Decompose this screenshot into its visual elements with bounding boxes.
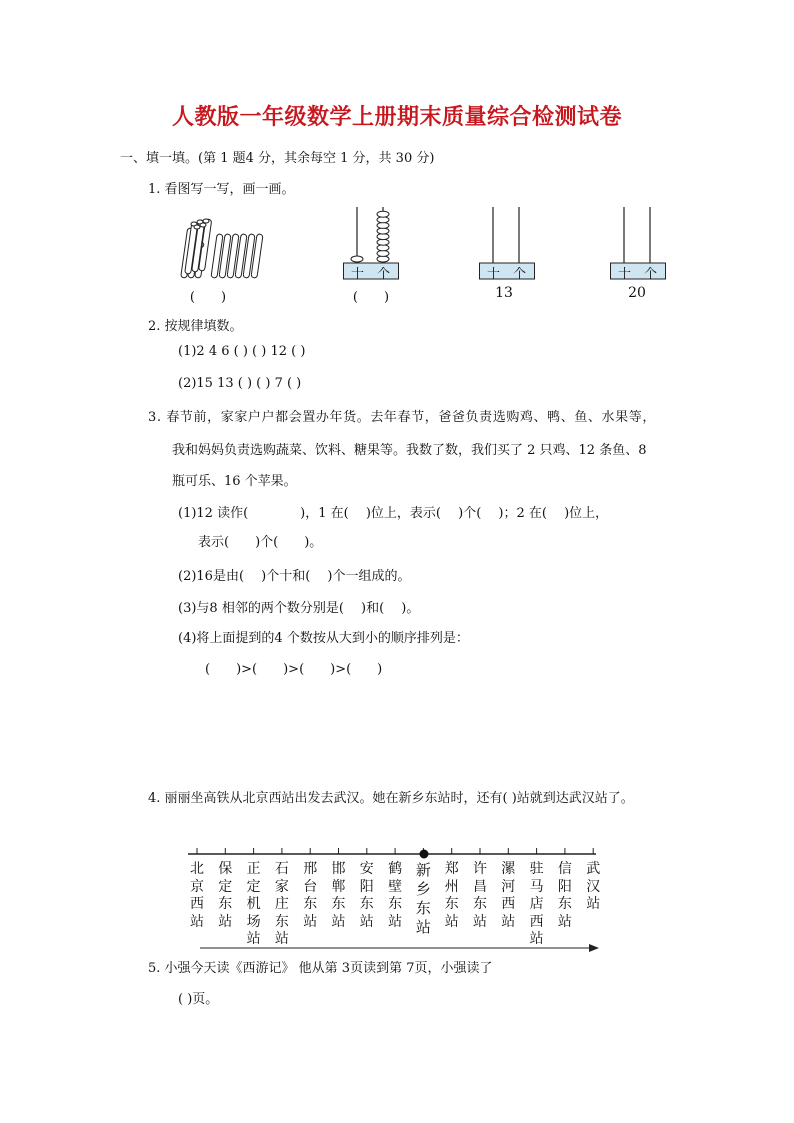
question-3-part-1[interactable]: (1)12 读作( )，1 在( )位上，表示( )个( )；2 在( )位上， <box>178 506 609 521</box>
abacus-fig4[interactable] <box>610 205 666 281</box>
arrow-head-icon <box>589 944 599 952</box>
abacus-bead <box>351 256 363 262</box>
loose-sticks <box>211 234 263 278</box>
station-label: 驻 马 店 西 站 <box>529 861 544 947</box>
question-3-part-4: (4)将上面提到的4 个数按从大到小的顺序排列是： <box>178 631 469 646</box>
abacus-tens-label: 十 <box>487 267 501 282</box>
station-label: 邯 郸 东 站 <box>331 861 346 930</box>
question-3-line-1: 3. 春节前，家家户户都会置办年货。去年春节，爸爸负责选购鸡、鸭、鱼、水果等， <box>148 410 656 425</box>
question-3-order-blanks[interactable]: ( )>( )>( )>( ) <box>205 662 383 677</box>
section-heading: 一、填一填。(第 1 题4 分，其余每空 1 分，共 30 分) <box>120 151 435 166</box>
question-3-part-2[interactable]: (2)16是由( )个十和( )个一组成的。 <box>178 569 411 584</box>
page-title: 人教版一年级数学上册期末质量综合检测试卷 <box>171 105 622 130</box>
fig4-value: 20 <box>628 285 646 301</box>
question-2-part-2[interactable]: (2)15 13 ( ) ( ) 7 ( ) <box>178 376 302 391</box>
question-2-prompt: 2. 按规律填数。 <box>148 319 243 334</box>
question-5-prompt: 5. 小强今天读《西游记》 他从第 3页读到第 7页，小强读了 <box>148 961 493 976</box>
station-label: 新 乡 东 站 <box>415 861 431 936</box>
station-label: 北 京 西 站 <box>190 861 204 930</box>
question-3-part-3[interactable]: (3)与8 相邻的两个数分别是( )和( )。 <box>178 601 420 616</box>
question-3-line-3: 瓶可乐、16 个苹果。 <box>172 474 297 489</box>
question-5-answer-blank[interactable]: ( )页。 <box>178 992 219 1007</box>
abacus-fig2 <box>343 205 399 281</box>
station-label: 鹤 壁 东 站 <box>388 861 403 930</box>
sticks-figure <box>172 214 272 284</box>
stick-bundle <box>181 219 212 278</box>
abacus-ones-label: 个 <box>513 267 527 282</box>
question-2-part-1[interactable]: (1)2 4 6 ( ) ( ) 12 ( ) <box>178 344 306 359</box>
station-label: 正 定 机 场 站 <box>246 861 261 947</box>
question-3-part-1-cont[interactable]: 表示( )个( )。 <box>198 535 323 550</box>
station-label: 保 定 东 站 <box>218 861 233 930</box>
station-label: 武 汉 站 <box>586 861 601 912</box>
question-4-prompt[interactable]: 4. 丽丽坐高铁从北京西站出发去武汉。她在新乡东站时，还有( )站就到达武汉站了。 <box>148 791 634 806</box>
abacus-tens-label: 十 <box>351 267 365 282</box>
station-label: 许 昌 东 站 <box>473 861 487 930</box>
abacus-tens-label: 十 <box>618 267 632 282</box>
abacus-bead <box>377 211 389 217</box>
station-label: 安 阳 东 站 <box>359 861 374 930</box>
station-label: 邢 台 东 站 <box>303 861 318 930</box>
fig2-answer-blank[interactable]: ( ) <box>352 290 390 305</box>
station-label: 信 阳 东 站 <box>557 861 572 930</box>
fig1-answer-blank[interactable]: ( ) <box>189 290 227 305</box>
question-3-line-2: 我和妈妈负责选购蔬菜、饮料、糖果等。我数了数，我们买了 2 只鸡、12 条鱼、8 <box>172 443 647 458</box>
abacus-fig3[interactable] <box>479 205 535 281</box>
station-label: 漯 河 西 站 <box>501 861 516 930</box>
abacus-ones-label: 个 <box>377 267 391 282</box>
station-label: 郑 州 东 站 <box>444 861 459 930</box>
fig3-value: 13 <box>495 285 513 301</box>
current-station-marker <box>420 850 429 859</box>
abacus-ones-label: 个 <box>644 267 658 282</box>
station-label: 石 家 庄 东 站 <box>274 861 289 947</box>
question-1-prompt: 1. 看图写一写，画一画。 <box>148 182 295 197</box>
